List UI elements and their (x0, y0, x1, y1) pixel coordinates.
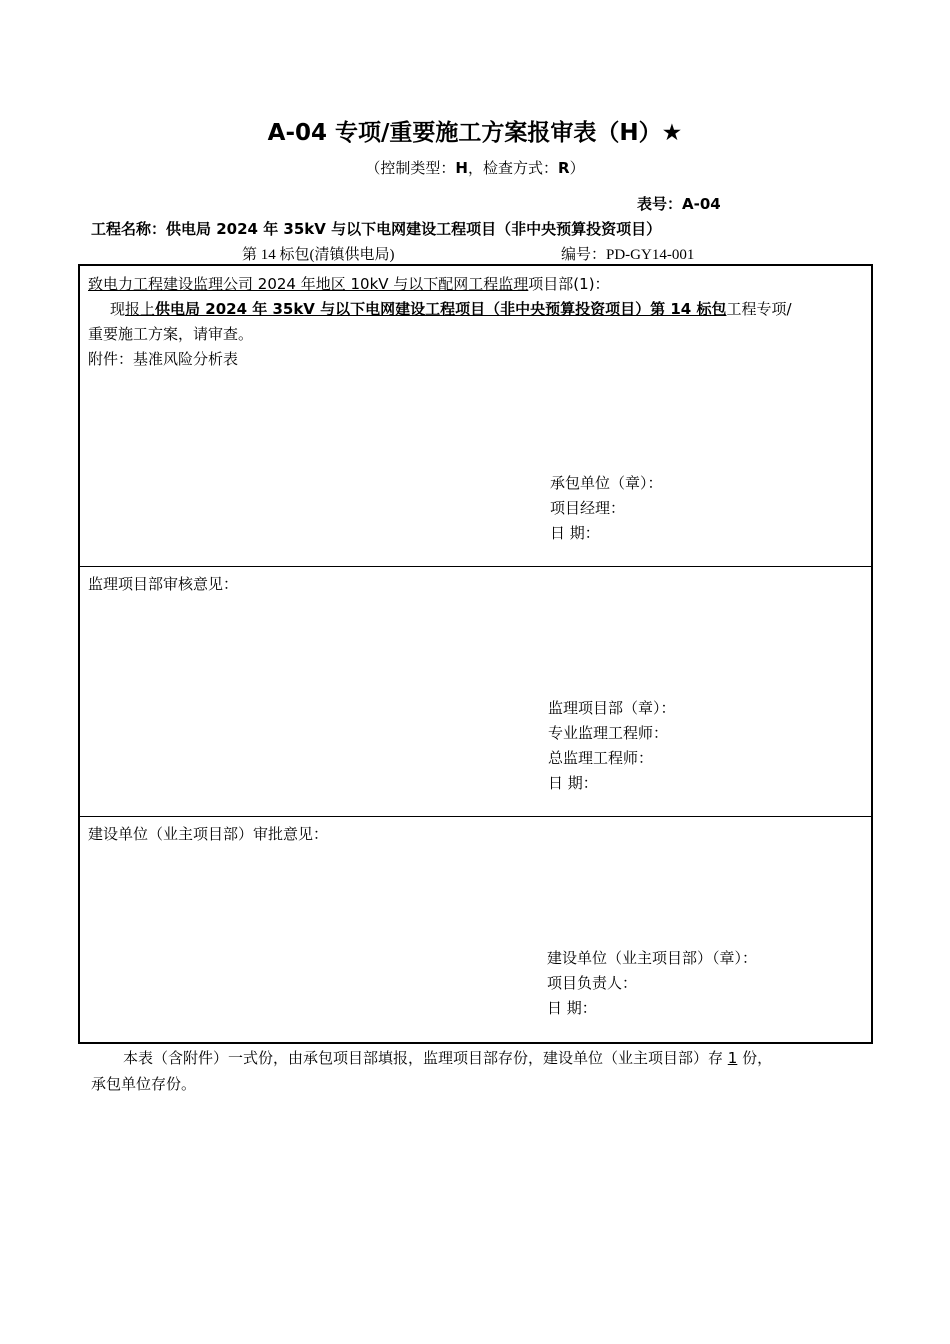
footer-note: 本表（含附件）一式份，由承包项目部填报，监理项目部存份，建设单位（业主项目部）存 1 份， (123, 1049, 773, 1067)
section2-date-label: 日 期： (548, 774, 598, 792)
project-name: 工程名称：供电局 2024 年 35kV 与以下电网建设工程项目（非中央预算投资项目） (91, 220, 662, 238)
contractor-seal-label: 承包单位（章）： (550, 474, 663, 492)
control-info: （控制类型：H，检查方式：R） (365, 159, 585, 177)
package-name: 第 14 标包(清镇供电局) (242, 247, 395, 263)
control-type: H (455, 159, 468, 177)
attachment-label: 附件：基准风险分析表 (88, 350, 239, 368)
footer-note-line2: 承包单位存份。 (91, 1075, 197, 1093)
supervision-engineer-label: 专业监理工程师： (548, 724, 669, 742)
addressee: 致电力工程建设监理公司 2024 年地区 10kV 与以下配网工程监理项目部(1)： (88, 275, 610, 293)
form-number: 表号：A-04 (637, 195, 721, 213)
section1-date-label: 日 期： (550, 524, 600, 542)
owner-approval-heading: 建设单位（业主项目部）审批意见： (88, 825, 329, 843)
supervision-review-heading: 监理项目部审核意见： (88, 575, 239, 593)
check-method: R (558, 159, 570, 177)
project-manager-label: 项目经理： (550, 499, 626, 517)
submission-text: 现报上供电局 2024 年 35kV 与以下电网建设工程项目（非中央预算投资项目）第 14 标包工程专项/ (110, 300, 792, 318)
supervision-dept-seal-label: 监理项目部（章）： (548, 699, 676, 717)
section3-date-label: 日 期： (547, 999, 597, 1017)
page-title: A-04 专项/重要施工方案报审表（H）★ (267, 120, 683, 146)
owner-seal-label: 建设单位（业主项目部）（章）： (547, 949, 758, 967)
section-divider (80, 566, 871, 567)
section-divider (80, 816, 871, 817)
submission-text-line2: 重要施工方案，请审查。 (88, 325, 254, 343)
project-leader-label: 项目负责人： (547, 974, 638, 992)
chief-engineer-label: 总监理工程师： (548, 749, 654, 767)
form-table (78, 264, 873, 1044)
document-code: 编号：PD-GY14-001 (561, 247, 695, 263)
